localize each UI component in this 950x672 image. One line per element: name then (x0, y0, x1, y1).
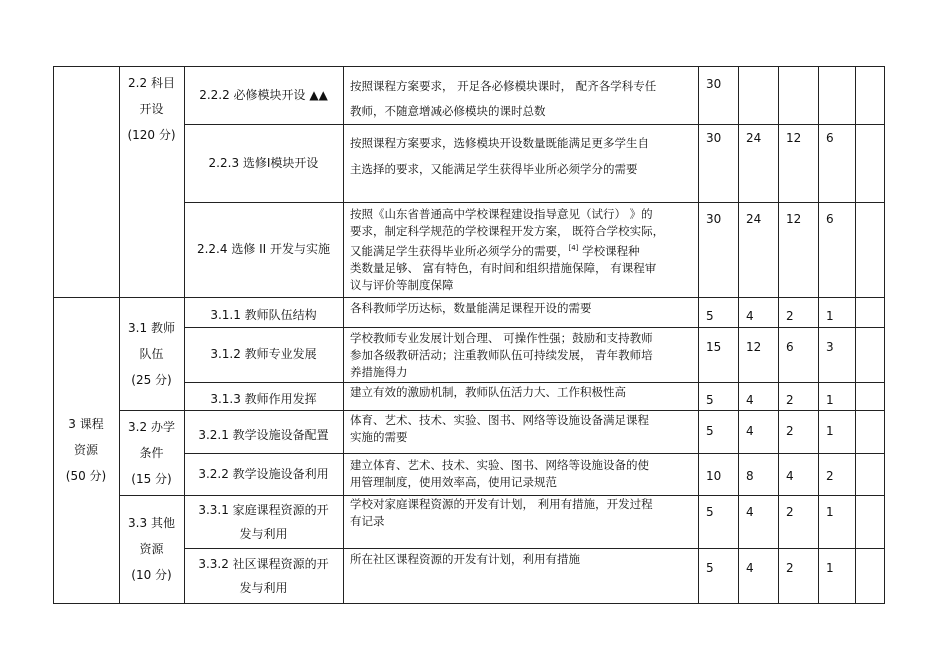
score-c: 6 (786, 339, 794, 354)
item-cell (184, 453, 343, 495)
score-d: 1 (826, 308, 834, 323)
section-title-line: 3 课程 (68, 417, 104, 431)
subsection-title-line: 条件 (139, 445, 164, 460)
criteria-text: 所在社区课程资源的开发有计划，利用有措施 (350, 552, 580, 566)
footnote-ref: [4] (568, 244, 579, 252)
item-cell (184, 124, 343, 202)
item-cell (184, 303, 343, 327)
score-b: 4 (746, 560, 754, 575)
subsection-title-line: 3.2 办学 (128, 419, 175, 434)
score-d: 6 (826, 211, 834, 226)
section-score: (50 分) (65, 469, 107, 483)
item-label-line: 发与利用 (239, 526, 288, 541)
score-d (818, 70, 855, 98)
score-c: 12 (786, 211, 802, 226)
score-b: 24 (746, 130, 762, 145)
score-d: 2 (826, 468, 834, 483)
score-d: 3 (826, 339, 834, 354)
score-a: 5 (706, 504, 714, 519)
item-label: 3.2.2 教学设施设备利用 (198, 466, 329, 481)
item-cell (184, 418, 343, 453)
item-cell (184, 548, 343, 603)
subsection-cell-2-2 (119, 70, 184, 154)
score-b: 4 (746, 423, 754, 438)
score-c: 2 (786, 308, 794, 323)
section-title-line: 资源 (73, 443, 98, 457)
score-b: 24 (746, 211, 762, 226)
criteria-text: 各科教师学历达标，数量能满足课程开设的需要 (350, 301, 592, 315)
criteria-text: 建立体育、艺术、技术、实验、图书、网络等设施设备的使 用管理制度，使用效率高，使用记录规范 (350, 458, 649, 489)
criteria-text: 建立有效的激励机制，教师队伍活力大、工作积极性高 (350, 385, 626, 399)
score-c: 2 (786, 560, 794, 575)
table-rule (53, 66, 884, 67)
score-b: 12 (746, 339, 762, 354)
table-rule (53, 603, 884, 604)
item-label: 3.2.1 教学设施设备配置 (198, 428, 329, 442)
score-b: 8 (746, 468, 754, 483)
score-d: 6 (826, 130, 834, 145)
criteria-text-part: 按照《山东省普通高中学校课程建设指导意见（试行） 》的 要求，制定科学规范的学校课程开发方案， 既符合学校实际， 又能满足学生获得毕业所必须学分的需要， (350, 207, 665, 258)
score-d: 1 (826, 560, 834, 575)
item-label: 2.2.3 选修Ⅰ模块开设 (208, 155, 319, 170)
criteria-text: 学校对家庭课程资源的开发有计划， 利用有措施，开发过程 有记录 (350, 497, 653, 528)
score-b: 4 (746, 504, 754, 519)
score-b (738, 70, 778, 98)
score-c: 4 (786, 468, 794, 483)
item-label: 3.1.2 教师专业发展 (210, 347, 317, 361)
score-a: 5 (706, 392, 714, 407)
item-cell (184, 66, 343, 124)
section-cell-3 (53, 297, 119, 603)
subsection-score: (120 分) (127, 128, 176, 142)
item-label: 2.2.4 选修 II 开发与实施 (196, 242, 331, 256)
subsection-title-line: 队伍 (139, 346, 164, 361)
subsection-score: (15 分) (131, 471, 172, 486)
subsection-title-line: 3.3 其他 (128, 516, 175, 530)
criteria-text: 按照课程方案要求， 开足各必修模块课时， 配齐各学科专任 教师，不随意增减必修模块的课时总数 (350, 79, 657, 118)
score-a: 15 (706, 339, 722, 354)
item-label-line: 3.3.2 社区课程资源的开 (198, 556, 329, 571)
criteria-text: 按照课程方案要求，选修模块开设数量既能满足更多学生自 主选择的要求，又能满足学生获得毕业所必须学分的需要 (350, 136, 649, 176)
subsection-title-line: 开设 (139, 102, 164, 116)
score-a: 5 (706, 308, 714, 323)
score-a: 5 (706, 560, 714, 575)
subsection-score: (10 分) (131, 568, 172, 582)
item-cell (184, 327, 343, 382)
score-d: 1 (826, 504, 834, 519)
score-d: 1 (826, 423, 834, 438)
criteria-text: 学校教师专业发展计划合理、 可操作性强；鼓励和支持教师 参加各级教研活动；注重教师队伍可持续发展， 青年教师培 养措施得力 (350, 331, 653, 379)
item-label: 3.1.1 教师队伍结构 (210, 307, 317, 322)
score-c: 2 (786, 423, 794, 438)
item-label: 2.2.2 必修模块开设 ▲▲ (199, 87, 328, 102)
table-rule (884, 66, 885, 604)
subsection-score: (25 分) (131, 372, 172, 387)
item-label-line: 发与利用 (239, 580, 288, 595)
score-a: 30 (706, 211, 722, 226)
score-c (778, 70, 818, 98)
subsection-cell-3-2 (119, 410, 184, 495)
subsection-title-line: 3.1 教师 (128, 320, 175, 335)
score-a: 10 (706, 468, 722, 483)
item-cell (184, 388, 343, 410)
item-label-line: 3.3.1 家庭课程资源的开 (198, 502, 329, 517)
criteria-text-part: 学校课程种 类数量足够、 富有特色，有时间和组织措施保障， 有课程审 议与评价等制度保障 (350, 243, 657, 292)
score-c: 12 (786, 130, 802, 145)
score-d: 1 (826, 392, 834, 407)
item-label: 3.1.3 教师作用发挥 (210, 391, 317, 406)
score-c: 2 (786, 504, 794, 519)
criteria-text (344, 202, 698, 297)
item-cell (184, 202, 343, 297)
subsection-title-line: 2.2 科目 (128, 76, 175, 90)
score-c: 2 (786, 392, 794, 407)
score-a: 30 (706, 130, 722, 145)
subsection-title-line: 资源 (139, 542, 164, 556)
subsection-cell-3-3 (119, 495, 184, 603)
subsection-cell-3-1 (119, 297, 184, 410)
score-a: 30 (706, 76, 722, 91)
score-b: 4 (746, 392, 754, 407)
item-cell (184, 495, 343, 548)
table-rule (855, 66, 856, 604)
score-b: 4 (746, 308, 754, 323)
criteria-text: 体育、艺术、技术、实验、图书、网络等设施设备满足课程 实施的需要 (350, 413, 649, 444)
score-a: 5 (706, 423, 714, 438)
